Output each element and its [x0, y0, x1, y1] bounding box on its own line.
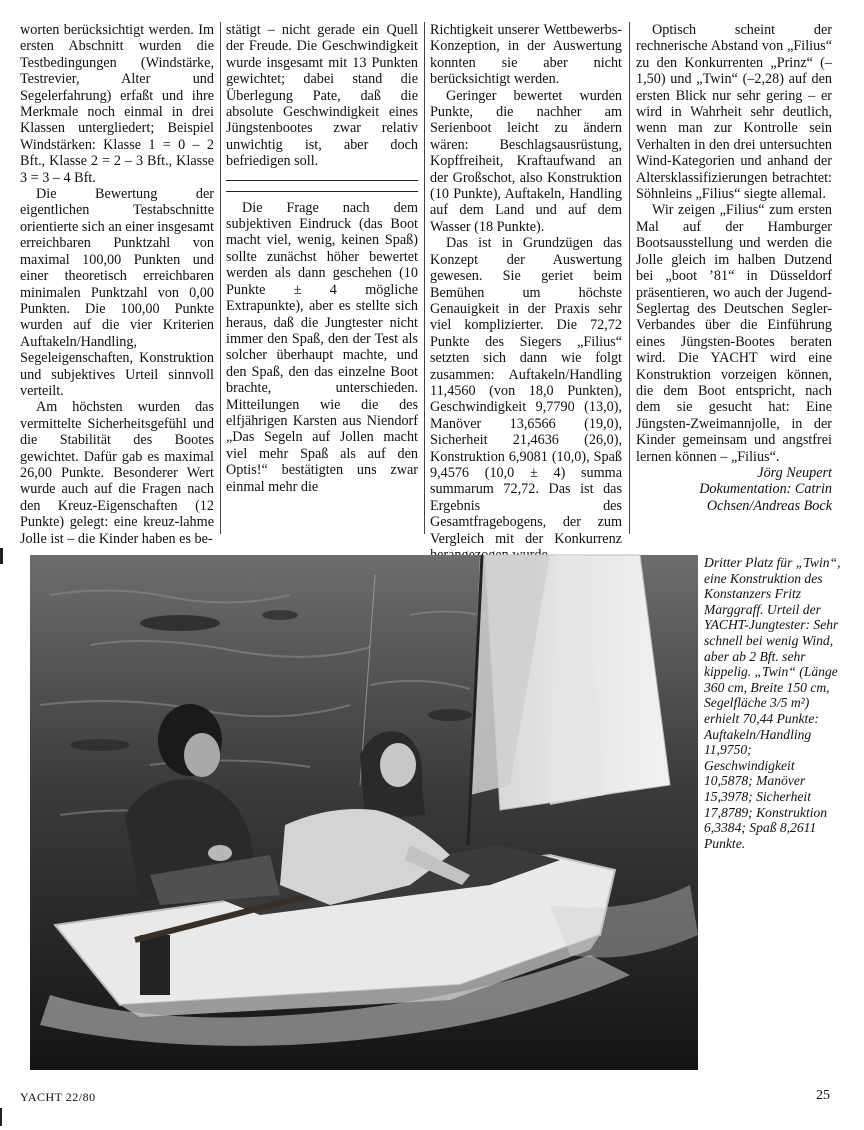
documentation-credit: Dokumentation: Catrin Ochsen/Andreas Bock — [699, 481, 832, 514]
column-divider — [424, 22, 425, 534]
margin-mark — [0, 548, 3, 564]
paragraph: Richtigkeit unserer Wettbewerbs-Konzeption, in der Auswertung konnten sie aber nicht berücksichtigt werden. — [430, 22, 622, 88]
paragraph: stätigt – nicht gerade ein Quell der Freude. Die Geschwindigkeit wurde insgesamt mit 13 Punkten gewichtet; dabei stand die Überlegung Pate, daß die absolute Geschwindigkeit eines Jüngstenbootes zwar relativ unwichtig ist, aber doch befriedigen soll. — [226, 22, 418, 170]
paragraph: Geringer bewertet wurden Punkte, die nachher am Serienboot leicht zu ändern wären: Beschlagsausrüstung, Kopffreiheit, Kraftaufwand an der Großschot, also Konstruktion (10 Punkte), Auftakeln, Handling auf dem Land und auf dem Wasser (18 Punkte). — [430, 87, 622, 235]
paragraph: Wir zeigen „Filius“ zum ersten Mal auf der Hamburger Bootsausstellung und werden die Jolle gleich im halben Dutzend bei „boot ’81“ in Düsseldorf präsentieren, wo auch der Jugend-Seglertag des Deutschen Segler-Verbandes über die Einführung eines Jüngsten-Bootes beraten wird. Die YACHT wird eine Konstruktion vorzeigen können, die dem Boot entspricht, nach dem sie gesucht hat: Eine Jüngsten-Zweimannjolle, in der Kinder gemeinsam und angstfrei lernen können – „Filius“. — [636, 202, 832, 465]
author-credit: Jörg Neupert — [757, 464, 832, 481]
paragraph: Die Frage nach dem subjektiven Eindruck (das Boot macht viel, wenig, keinen Spaß) sollte zunächst höher bewertet werden als dann geschehen (10 Punkte ± 4 mögliche Extrapunkte), aber es stellte sich heraus, daß die Jungtester nicht immer den Spaß, den der Test als solcher überhaupt machte, und den Spaß, den das einzelne Boot brachte, unterschieden. Mitteilungen wie die des elfjährigen Karsten aus Niendorf „Das Segeln auf Jollen macht viel mehr Spaß als auf den Optis!“ bestätigten uns zwar einmal mehr die — [226, 199, 418, 495]
sailing-dinghy-photo — [30, 555, 698, 1070]
paragraph: worten berücksichtigt werden. Im ersten Abschnitt wurden die Testbedingungen (Windstärke, Testrevier, Alter und Segelerfahrung) erfaßt und ihre Merkmale noch einmal in drei Klassen untergliedert; Beispiel Windstärken: Klasse 1 = 0 – 2 Bft., Klasse 2 = 2 – 3 Bft., Klasse 3 = 3 – 4 Bft. — [20, 22, 214, 186]
column-divider — [220, 22, 221, 534]
paragraph: Am höchsten wurden das vermittelte Sicherheitsgefühl und die Stabilität des Bootes gewichtet. Dafür gab es maximal 26,00 Punkte. Besonderer Wert wurde auch auf die Fragen nach den Kreuz-Eigenschaften (12 Punkte) gelegt: eine kreuz-lahme Jolle ist – die Kinder haben es be- — [20, 399, 214, 547]
photo-caption: Dritter Platz für „Twin“, eine Konstruktion des Konstanzers Fritz Marggraff. Urteil der YACHT-Jungtester: Sehr schnell bei wenig Wind, aber ab 2 Bft. sehr kippelig. „Twin“ (Länge 360 cm, Breite 150 cm, Segelfläche 3/5 m²) erhielt 70,44 Punkte: Auftakeln/Handling 11,9750; Geschwindigkeit 10,5878; Manöver 15,3978; Sicherheit 17,8789; Konstruktion 6,3384; Spaß 8,2611 Punkte. — [704, 555, 841, 851]
column-divider — [629, 22, 630, 534]
magazine-issue: YACHT 22/80 — [20, 1090, 96, 1104]
paragraph: Die Bewertung der eigentlichen Testabschnitte orientierte sich an einer insgesamt erreichbaren Punktzahl von maximal 100,00 Punkten und einer theoretisch erreichbaren minimalen Punktzahl von 0,00 Punkten. Die 100,00 Punkte wurden auf die vier Kriterien Auftakeln/Handling, Segeleigenschaften, Konstruktion und subjektives Urteil sinnvoll verteilt. — [20, 186, 214, 399]
paragraph: Optisch scheint der rechnerische Abstand von „Filius“ zu den Konkurrenten „Prinz“ (–1,50) und „Twin“ (–2,28) auf den ersten Blick nur sehr gering – er wird in Wahrheit sehr deutlich, wenn man zur Kontrolle sein Verhalten in den drei untersuchten Wind-Kategorien und anhand der Altersklassifizierungen betrachtet: Söhnleins „Filius“ siegte allemal. — [636, 22, 832, 203]
article-column-2 — [226, 22, 418, 534]
paragraph: Das ist in Grundzügen das Konzept der Auswertung gewesen. Sie geriet beim Bemühen um höchste Genauigkeit in der Praxis sehr viel komplizierter. Die 72,72 Punkte des Siegers „Filius“ setzten sich dann wie folgt zusammen: Auftakeln/Handling 11,4560 (von 18,0 Punkten), Geschwindigkeit 9,7790 (13,0), Manöver 13,6566 (19,0), Sicherheit 21,4636 (26,0), Konstruktion 6,9081 (10,0), Spaß 9,4576 (10,0 ± 4) summa summarum 72,72. Das ist das Ergebnis des Gesamtfragebogens, der zum Vergleich mit der Konkurrenz — [430, 235, 622, 547]
article-column-3 — [430, 22, 622, 547]
photo-illustration — [30, 555, 698, 1070]
article-column-4 — [636, 22, 832, 534]
margin-mark — [0, 1108, 2, 1126]
article-column-1 — [20, 22, 214, 547]
page-number: 25 — [816, 1088, 830, 1103]
section-headline-box — [226, 180, 418, 192]
